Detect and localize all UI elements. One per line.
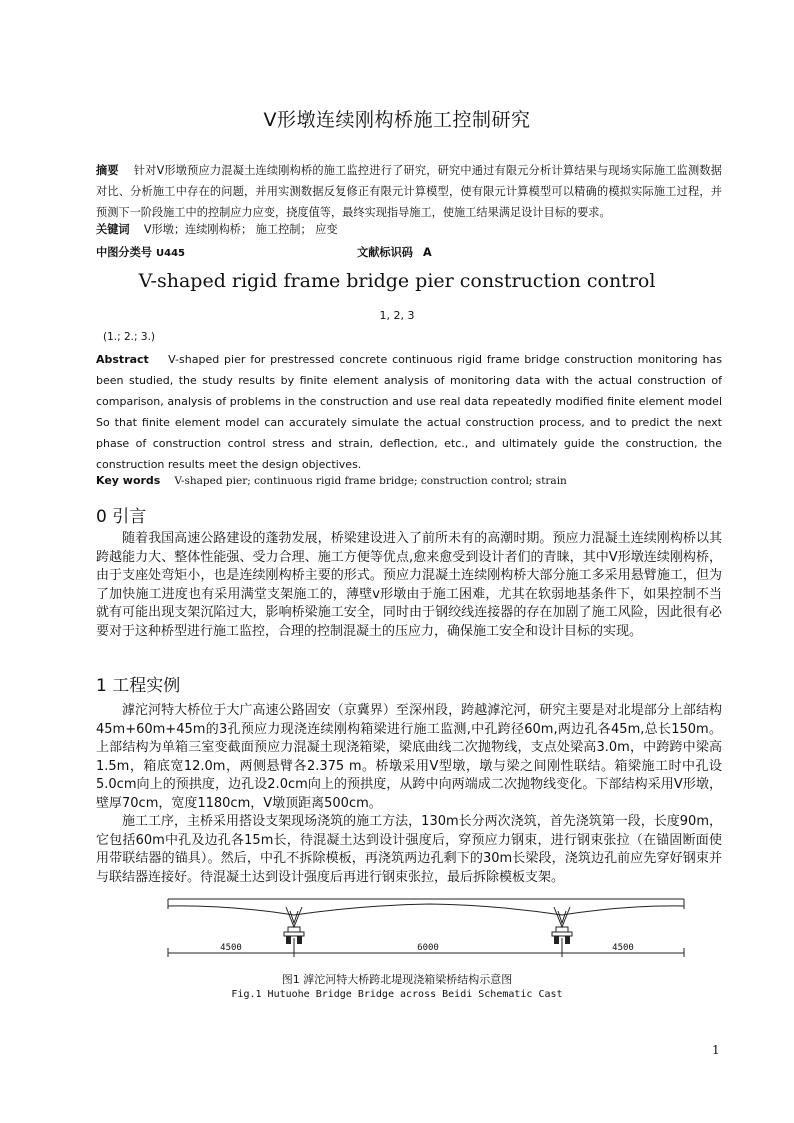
clc-label: 中图分类号 — [96, 246, 152, 259]
keywords-cn — [96, 221, 338, 237]
paper-title-cn: V形墩连续刚构桥施工控制研究 — [263, 109, 531, 131]
abstract-cn — [96, 160, 722, 223]
left-pile-cap — [284, 932, 304, 936]
dimension-label-middle: 6000 — [417, 943, 439, 953]
abstract-en-text: V-shaped pier for prestressed concrete continuous rigid frame bridge construction monitoring has been studied, the study results by finite element analysis of monitoring data with the actual construction of comparison, analysis of problems in the construction and use real data repeatedly modified finite element model So that finite element model can accurately simulate the actual construction process, and to predict the next phase of construction control stress and strain, deflection, etc., and ultimately guide the construction, the construction results meet the design objectives. — [96, 353, 722, 471]
clc-value: U445 — [156, 248, 185, 259]
keywords-en-text: V-shaped pier; continuous rigid frame bridge; construction control; strain — [174, 475, 567, 487]
right-pile — [554, 936, 559, 944]
section-1-heading: 1 工程实例 — [96, 676, 181, 696]
doc-code-value: A — [423, 246, 432, 259]
keywords-en — [96, 474, 567, 487]
keywords-cn-text: V形墩；连续刚构桥； 施工控制； 应变 — [143, 223, 338, 236]
left-pile — [297, 936, 302, 944]
bridge-structure-diagram — [160, 893, 690, 963]
section-0-paragraph: 随着我国高速公路建设的蓬勃发展，桥梁建设进入了前所未有的高潮时期。预应力混凝土连续刚构桥以其跨越能力大、整体性能强、受力合理、施工方便等优点,愈来愈受到设计者们的青睐，其中V形墩连续刚构桥，由于支座处弯矩小，也是连续刚构桥主要的形式。预应力混凝土连续刚构桥大部分施工多采用悬臂施工，但为了加快施工进度也有采用满堂支架施工的，薄壁v形墩由于施工困难，尤其在软弱地基条件下，如果控制不当就有可能出现支架沉陷过大，影响桥梁施工安全，同时由于钢绞线连接器的存在加剧了施工风险，因此很有必要对于这种桥型进行施工监控，合理的控制混凝土的压应力，确保施工安全和设计目标的实现。 — [96, 531, 722, 639]
section-0-body — [96, 530, 722, 641]
authors-en: 1, 2, 3 — [379, 309, 415, 322]
girder-bottom-curve — [168, 904, 684, 915]
section-0-heading: 0 引言 — [96, 507, 147, 527]
dimension-label-left: 4500 — [220, 943, 242, 953]
keywords-cn-label: 关键词 — [96, 223, 130, 236]
abstract-en — [96, 349, 722, 475]
figure-1-caption-cn: 图1 滹沱河特大桥跨北堤现浇箱梁桥结构示意图 — [281, 973, 513, 986]
figure-1-caption-en: Fig.1 Hutuohe Bridge Bridge across Beidi Schematic Cast — [231, 989, 563, 1000]
page-number: 1 — [712, 1043, 720, 1057]
paper-title-en: V-shaped rigid frame bridge pier construction control — [138, 270, 656, 292]
dimension-label-right: 4500 — [612, 943, 634, 953]
left-pile — [286, 936, 291, 944]
abstract-cn-text: 针对V形墩预应力混凝土连续刚构桥的施工监控进行了研究，研究中通过有限元分析计算结果与现场实际施工监测数据对比、分析施工中存在的问题，并用实测数据反复修正有限元计算模型，使有限元计算模型可以精确的模拟实际施工过程，并预测下一阶段施工中的控制应力应变，挠度值等，最终实现指导施工，使施工结果满足设计目标的要求。 — [96, 164, 722, 219]
section-1-paragraph: 施工工序，主桥采用搭设支架现场浇筑的施工方法，130m长分两次浇筑，首先浇筑第一段，长度90m，它包括60m中孔及边孔各15m长，待混凝土达到设计强度后，穿预应力钢束，进行钢束张拉（在锚固断面使用带联结器的锚具）。然后，中孔不拆除模板，再浇筑两边孔剩下的30m长梁段，浇筑边孔前应先穿好钢束并与联结器连接好。待混凝土达到设计强度后再进行钢束张拉，最后拆除模板支架。 — [96, 814, 722, 885]
classification-line — [96, 244, 432, 260]
keywords-en-label: Key words — [96, 474, 161, 487]
abstract-cn-label: 摘要 — [96, 164, 119, 177]
affiliations-en: (1.; 2.; 3.) — [103, 331, 155, 343]
section-1-body — [96, 702, 722, 887]
right-pile — [565, 936, 570, 944]
right-pile-cap — [552, 932, 572, 936]
doc-code-label: 文献标识码 — [357, 246, 413, 259]
abstract-en-label: Abstract — [96, 353, 149, 366]
section-1-paragraph: 滹沱河特大桥位于大广高速公路固安（京冀界）至深州段，跨越滹沱河，研究主要是对北堤部分上部结构45m+60m+45m的3孔预应力现浇连续刚构箱梁进行施工监测,中孔跨径60m,两边孔各45m,总长150m。上部结构为单箱三室变截面预应力混凝土现浇箱梁，梁底曲线二次抛物线，支点处梁高3.0m，中跨跨中梁高1.5m，箱底宽12.0m，两侧悬臂各2.375 m。桥墩采用V型墩，墩与梁之间刚性联结。箱梁施工时中孔设5.0cm向上的预拱度，边孔设2.0cm向上的预拱度，从跨中向两端成二次抛物线变化。下部结构采用V形墩，壁厚70cm，宽度1180cm，V墩顶距离500cm。 — [96, 703, 722, 811]
